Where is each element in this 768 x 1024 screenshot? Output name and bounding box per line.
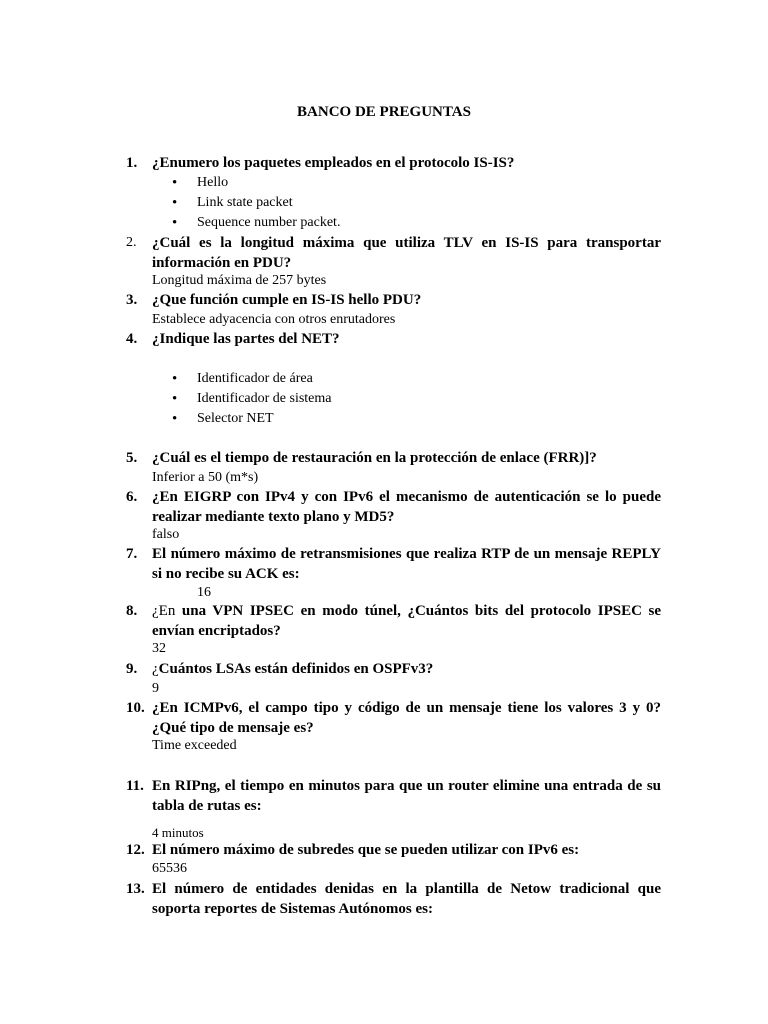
answer-text: 32 bbox=[152, 641, 166, 656]
answer-text: Time exceeded bbox=[152, 738, 237, 753]
question-number: 4. bbox=[126, 331, 138, 347]
list-item: • Hello bbox=[172, 173, 340, 193]
question-text: ¿En EIGRP con IPv4 y con IPv6 el mecanismo de autenticación se lo puede realizar mediante texto plano y MD5? bbox=[152, 489, 661, 525]
question-4 bbox=[126, 329, 661, 349]
question-number: 10. bbox=[126, 700, 145, 716]
question-number: 3. bbox=[126, 292, 138, 308]
question-11 bbox=[126, 776, 661, 816]
list-item: • Sequence number packet. bbox=[172, 213, 340, 233]
answer-text: falso bbox=[152, 527, 180, 542]
question-6 bbox=[126, 487, 661, 527]
list-item: • Identificador de sistema bbox=[172, 389, 332, 409]
answer-text: 4 minutos bbox=[152, 825, 204, 840]
document-title: BANCO DE PREGUNTAS bbox=[297, 104, 471, 120]
question-number: 2. bbox=[126, 235, 137, 250]
question-number: 1. bbox=[126, 155, 138, 171]
question-text: El número máximo de retransmisiones que realiza RTP de un mensaje REPLY si no recibe su ACK es: bbox=[152, 546, 661, 582]
list-item: • Selector NET bbox=[172, 409, 332, 429]
answer-list-4 bbox=[172, 369, 332, 429]
question-text: En RIPng, el tiempo en minutos para que un router elimine una entrada de su tabla de rutas es: bbox=[152, 778, 661, 814]
list-item: • Link state packet bbox=[172, 193, 340, 213]
question-text: ¿En ICMPv6, el campo tipo y código de un mensaje tiene los valores 3 y 0? ¿Qué tipo de mensaje es? bbox=[152, 700, 661, 736]
answer-text: 65536 bbox=[152, 861, 187, 876]
answer-text: 16 bbox=[197, 585, 211, 600]
answer-text: Longitud máxima de 257 bytes bbox=[152, 273, 327, 288]
answer-text: Establece adyacencia con otros enrutadores bbox=[152, 312, 396, 327]
answer-list-1 bbox=[172, 173, 340, 233]
question-text: ¿Cuál es el tiempo de restauración en la protección de enlace (FRR)]? bbox=[152, 450, 597, 466]
question-number: 7. bbox=[126, 546, 138, 562]
question-9 bbox=[126, 659, 661, 679]
question-text: ¿Indique las partes del NET? bbox=[152, 331, 340, 347]
question-text bbox=[152, 659, 661, 679]
answer-text: 9 bbox=[152, 681, 159, 696]
answer-text: Inferior a 50 (m*s) bbox=[152, 470, 259, 485]
question-8 bbox=[126, 601, 661, 641]
list-item: • Identificador de área bbox=[172, 369, 332, 389]
question-number: 6. bbox=[126, 489, 138, 505]
question-1 bbox=[126, 153, 661, 173]
question-text: El número máximo de subredes que se pueden utilizar con IPv6 es: bbox=[152, 842, 580, 858]
question-12 bbox=[126, 840, 661, 860]
question-number: 11. bbox=[126, 778, 144, 794]
question-number: 8. bbox=[126, 603, 138, 619]
question-number: 13. bbox=[126, 881, 145, 897]
question-7 bbox=[126, 544, 661, 584]
question-body: una VPN IPSEC en modo túnel, ¿Cuántos bits del protocolo IPSEC se envían encriptados? bbox=[152, 603, 661, 639]
question-number: 12. bbox=[126, 842, 145, 858]
question-number: 9. bbox=[126, 661, 138, 677]
question-13 bbox=[126, 879, 661, 919]
question-text: El número de entidades denidas en la plantilla de Netow tradicional que soporta reportes de Sistemas Autónomos es: bbox=[152, 881, 661, 917]
question-prefix: ¿ bbox=[152, 661, 159, 677]
question-prefix: ¿En bbox=[152, 603, 182, 619]
question-body: Cuántos LSAs están definidos en OSPFv3? bbox=[158, 661, 434, 677]
question-5 bbox=[126, 448, 661, 468]
question-text: ¿Cuál es la longitud máxima que utiliza TLV en IS-IS para transportar información en PDU? bbox=[152, 235, 661, 271]
question-text bbox=[152, 601, 661, 641]
question-3 bbox=[126, 290, 661, 310]
question-2 bbox=[126, 233, 661, 273]
question-number: 5. bbox=[126, 450, 138, 466]
question-text: ¿Enumero los paquetes empleados en el protocolo IS-IS? bbox=[152, 155, 515, 171]
question-10 bbox=[126, 698, 661, 738]
question-text: ¿Que función cumple en IS-IS hello PDU? bbox=[152, 292, 422, 308]
